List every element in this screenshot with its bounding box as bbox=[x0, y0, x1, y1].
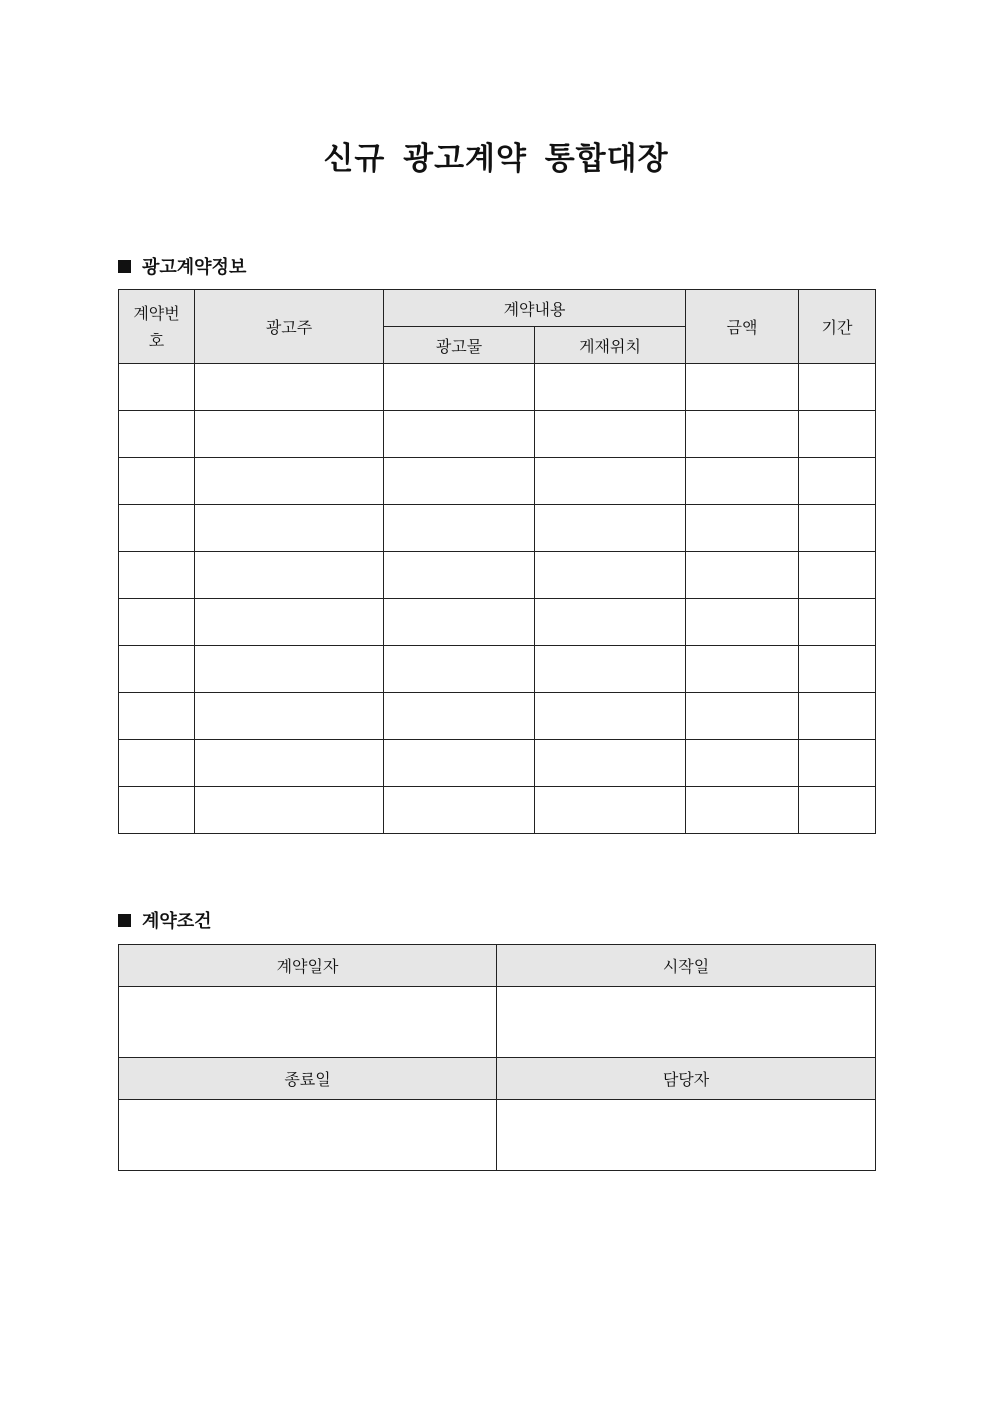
cell-amount[interactable] bbox=[686, 646, 799, 693]
cell-contract-no[interactable] bbox=[119, 740, 195, 787]
cell-period[interactable] bbox=[799, 505, 876, 552]
cell-amount[interactable] bbox=[686, 505, 799, 552]
table-row bbox=[119, 787, 876, 834]
contract-info-table bbox=[118, 289, 876, 834]
cell-period[interactable] bbox=[799, 740, 876, 787]
table-row bbox=[119, 505, 876, 552]
cell-advertiser[interactable] bbox=[195, 787, 384, 834]
cell-contract-no[interactable] bbox=[119, 552, 195, 599]
label-contract-date: 계약일자 bbox=[119, 945, 497, 987]
square-bullet-icon bbox=[118, 914, 131, 927]
header-amount: 금액 bbox=[686, 290, 799, 364]
table-row bbox=[119, 693, 876, 740]
cell-period[interactable] bbox=[799, 411, 876, 458]
cell-contract-no[interactable] bbox=[119, 364, 195, 411]
cell-contract-no[interactable] bbox=[119, 787, 195, 834]
table-row bbox=[119, 599, 876, 646]
table-row bbox=[119, 646, 876, 693]
cell-advertiser[interactable] bbox=[195, 599, 384, 646]
cell-advertiser[interactable] bbox=[195, 552, 384, 599]
header-placement: 게재위치 bbox=[535, 327, 686, 364]
value-start-date[interactable] bbox=[497, 987, 876, 1058]
header-contract-no: 계약번호 bbox=[119, 290, 195, 364]
cell-ad-material[interactable] bbox=[384, 693, 535, 740]
cell-contract-no[interactable] bbox=[119, 646, 195, 693]
cell-amount[interactable] bbox=[686, 552, 799, 599]
header-ad-material: 광고물 bbox=[384, 327, 535, 364]
cell-placement[interactable] bbox=[535, 364, 686, 411]
cell-advertiser[interactable] bbox=[195, 505, 384, 552]
cell-amount[interactable] bbox=[686, 458, 799, 505]
cell-ad-material[interactable] bbox=[384, 552, 535, 599]
cell-period[interactable] bbox=[799, 646, 876, 693]
cell-placement[interactable] bbox=[535, 411, 686, 458]
cell-placement[interactable] bbox=[535, 740, 686, 787]
table-row bbox=[119, 364, 876, 411]
table-row bbox=[119, 458, 876, 505]
cell-advertiser[interactable] bbox=[195, 458, 384, 505]
cell-period[interactable] bbox=[799, 787, 876, 834]
cell-amount[interactable] bbox=[686, 411, 799, 458]
cell-placement[interactable] bbox=[535, 693, 686, 740]
cell-placement[interactable] bbox=[535, 787, 686, 834]
cell-contract-no[interactable] bbox=[119, 458, 195, 505]
header-advertiser: 광고주 bbox=[195, 290, 384, 364]
cell-advertiser[interactable] bbox=[195, 364, 384, 411]
cell-ad-material[interactable] bbox=[384, 599, 535, 646]
cell-advertiser[interactable] bbox=[195, 646, 384, 693]
header-period: 기간 bbox=[799, 290, 876, 364]
cell-ad-material[interactable] bbox=[384, 458, 535, 505]
document-title: 신규 광고계약 통합대장 bbox=[323, 141, 669, 177]
cell-amount[interactable] bbox=[686, 693, 799, 740]
table-row bbox=[119, 411, 876, 458]
cell-advertiser[interactable] bbox=[195, 411, 384, 458]
cell-ad-material[interactable] bbox=[384, 411, 535, 458]
cell-amount[interactable] bbox=[686, 364, 799, 411]
square-bullet-icon bbox=[118, 260, 131, 273]
header-contract-content: 계약내용 bbox=[384, 290, 686, 327]
cell-contract-no[interactable] bbox=[119, 599, 195, 646]
table-row bbox=[119, 740, 876, 787]
cell-contract-no[interactable] bbox=[119, 693, 195, 740]
value-manager[interactable] bbox=[497, 1100, 876, 1171]
cell-placement[interactable] bbox=[535, 646, 686, 693]
table-row bbox=[119, 552, 876, 599]
cell-ad-material[interactable] bbox=[384, 364, 535, 411]
label-end-date: 종료일 bbox=[119, 1058, 497, 1100]
section-heading-label: 계약조건 bbox=[142, 911, 212, 932]
cell-placement[interactable] bbox=[535, 458, 686, 505]
cell-period[interactable] bbox=[799, 458, 876, 505]
value-end-date[interactable] bbox=[119, 1100, 497, 1171]
cell-period[interactable] bbox=[799, 693, 876, 740]
label-manager: 담당자 bbox=[497, 1058, 876, 1100]
label-start-date: 시작일 bbox=[497, 945, 876, 987]
cell-amount[interactable] bbox=[686, 740, 799, 787]
cell-placement[interactable] bbox=[535, 505, 686, 552]
section-heading-contract-terms bbox=[118, 907, 212, 933]
cell-ad-material[interactable] bbox=[384, 740, 535, 787]
cell-ad-material[interactable] bbox=[384, 646, 535, 693]
cell-period[interactable] bbox=[799, 552, 876, 599]
cell-ad-material[interactable] bbox=[384, 787, 535, 834]
contract-terms-table bbox=[118, 944, 876, 1171]
cell-contract-no[interactable] bbox=[119, 505, 195, 552]
cell-contract-no[interactable] bbox=[119, 411, 195, 458]
section-heading-contract-info bbox=[118, 253, 246, 279]
section-heading-label: 광고계약정보 bbox=[142, 257, 247, 278]
cell-advertiser[interactable] bbox=[195, 740, 384, 787]
value-contract-date[interactable] bbox=[119, 987, 497, 1058]
cell-amount[interactable] bbox=[686, 599, 799, 646]
cell-amount[interactable] bbox=[686, 787, 799, 834]
cell-placement[interactable] bbox=[535, 599, 686, 646]
cell-period[interactable] bbox=[799, 599, 876, 646]
cell-advertiser[interactable] bbox=[195, 693, 384, 740]
cell-placement[interactable] bbox=[535, 552, 686, 599]
cell-ad-material[interactable] bbox=[384, 505, 535, 552]
cell-period[interactable] bbox=[799, 364, 876, 411]
